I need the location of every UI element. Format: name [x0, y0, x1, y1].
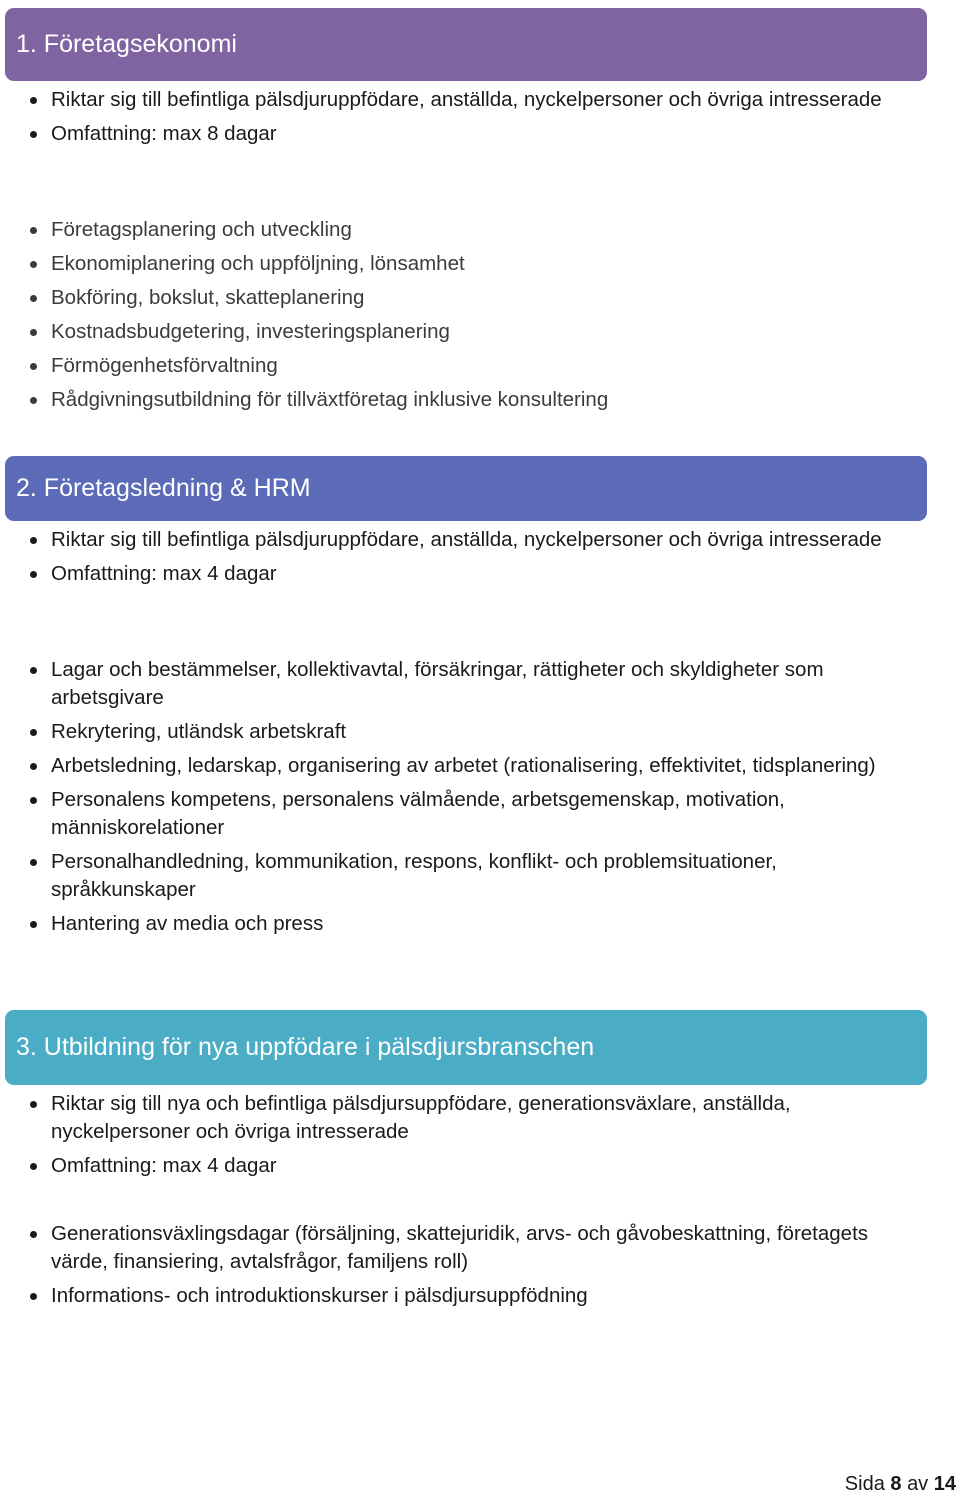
page-total: 14 — [933, 1473, 956, 1495]
list-item: Informations- och introduktionskurser i pälsdjursuppfödning — [28, 1282, 908, 1310]
list-item: Företagsplanering och utveckling — [28, 216, 908, 244]
list-item: Riktar sig till befintliga pälsdjuruppfödare, anställda, nyckelpersoner och övriga intresserade — [28, 526, 908, 554]
list-item: Förmögenhetsförvaltning — [28, 352, 908, 380]
section-topic-list — [28, 1220, 908, 1316]
list-item: Hantering av media och press — [28, 910, 908, 938]
section-title: 1. Företagsekonomi — [16, 30, 237, 58]
section-header-foretagsekonomi — [5, 8, 927, 81]
list-item: Personalhandledning, kommunikation, respons, konflikt- och problemsituationer, språkkunskaper — [28, 848, 908, 904]
page-footer — [845, 1473, 956, 1496]
section-intro-list — [28, 526, 908, 594]
list-item: Rådgivningsutbildning för tillväxtföretag inklusive konsultering — [28, 386, 908, 414]
section-header-foretagsledning — [5, 456, 927, 521]
list-item: Riktar sig till nya och befintliga pälsdjursuppfödare, generationsväxlare, anställda, nyckelpersoner och övriga intresserade — [28, 1090, 908, 1146]
list-item: Personalens kompetens, personalens välmående, arbetsgemenskap, motivation, människorelationer — [28, 786, 908, 842]
list-item: Ekonomiplanering och uppföljning, lönsamhet — [28, 250, 908, 278]
list-item: Bokföring, bokslut, skatteplanering — [28, 284, 908, 312]
list-item: Omfattning: max 4 dagar — [28, 560, 908, 588]
footer-separator: av — [907, 1473, 929, 1495]
list-item: Omfattning: max 4 dagar — [28, 1152, 908, 1180]
list-item: Arbetsledning, ledarskap, organisering av arbetet (rationalisering, effektivitet, tidsplanering) — [28, 752, 908, 780]
page-number: 8 — [890, 1473, 902, 1495]
list-item: Riktar sig till befintliga pälsdjuruppfödare, anställda, nyckelpersoner och övriga intresserade — [28, 86, 908, 114]
list-item: Generationsväxlingsdagar (försäljning, skattejuridik, arvs- och gåvobeskattning, företagets värde, finansiering, avtalsfrågor, familjens roll) — [28, 1220, 908, 1276]
section-intro-list — [28, 86, 908, 154]
list-item: Lagar och bestämmelser, kollektivavtal, försäkringar, rättigheter och skyldigheter som arbetsgivare — [28, 656, 908, 712]
section-title: 3. Utbildning för nya uppfödare i pälsdjursbranschen — [16, 1033, 595, 1061]
list-item: Rekrytering, utländsk arbetskraft — [28, 718, 908, 746]
list-item: Kostnadsbudgetering, investeringsplanering — [28, 318, 908, 346]
section-intro-list — [28, 1090, 908, 1186]
section-topic-list — [28, 216, 908, 420]
section-header-utbildning — [5, 1010, 927, 1085]
section-title: 2. Företagsledning & HRM — [16, 474, 311, 502]
footer-label: Sida — [844, 1473, 885, 1495]
section-topic-list — [28, 656, 908, 944]
list-item: Omfattning: max 8 dagar — [28, 120, 908, 148]
